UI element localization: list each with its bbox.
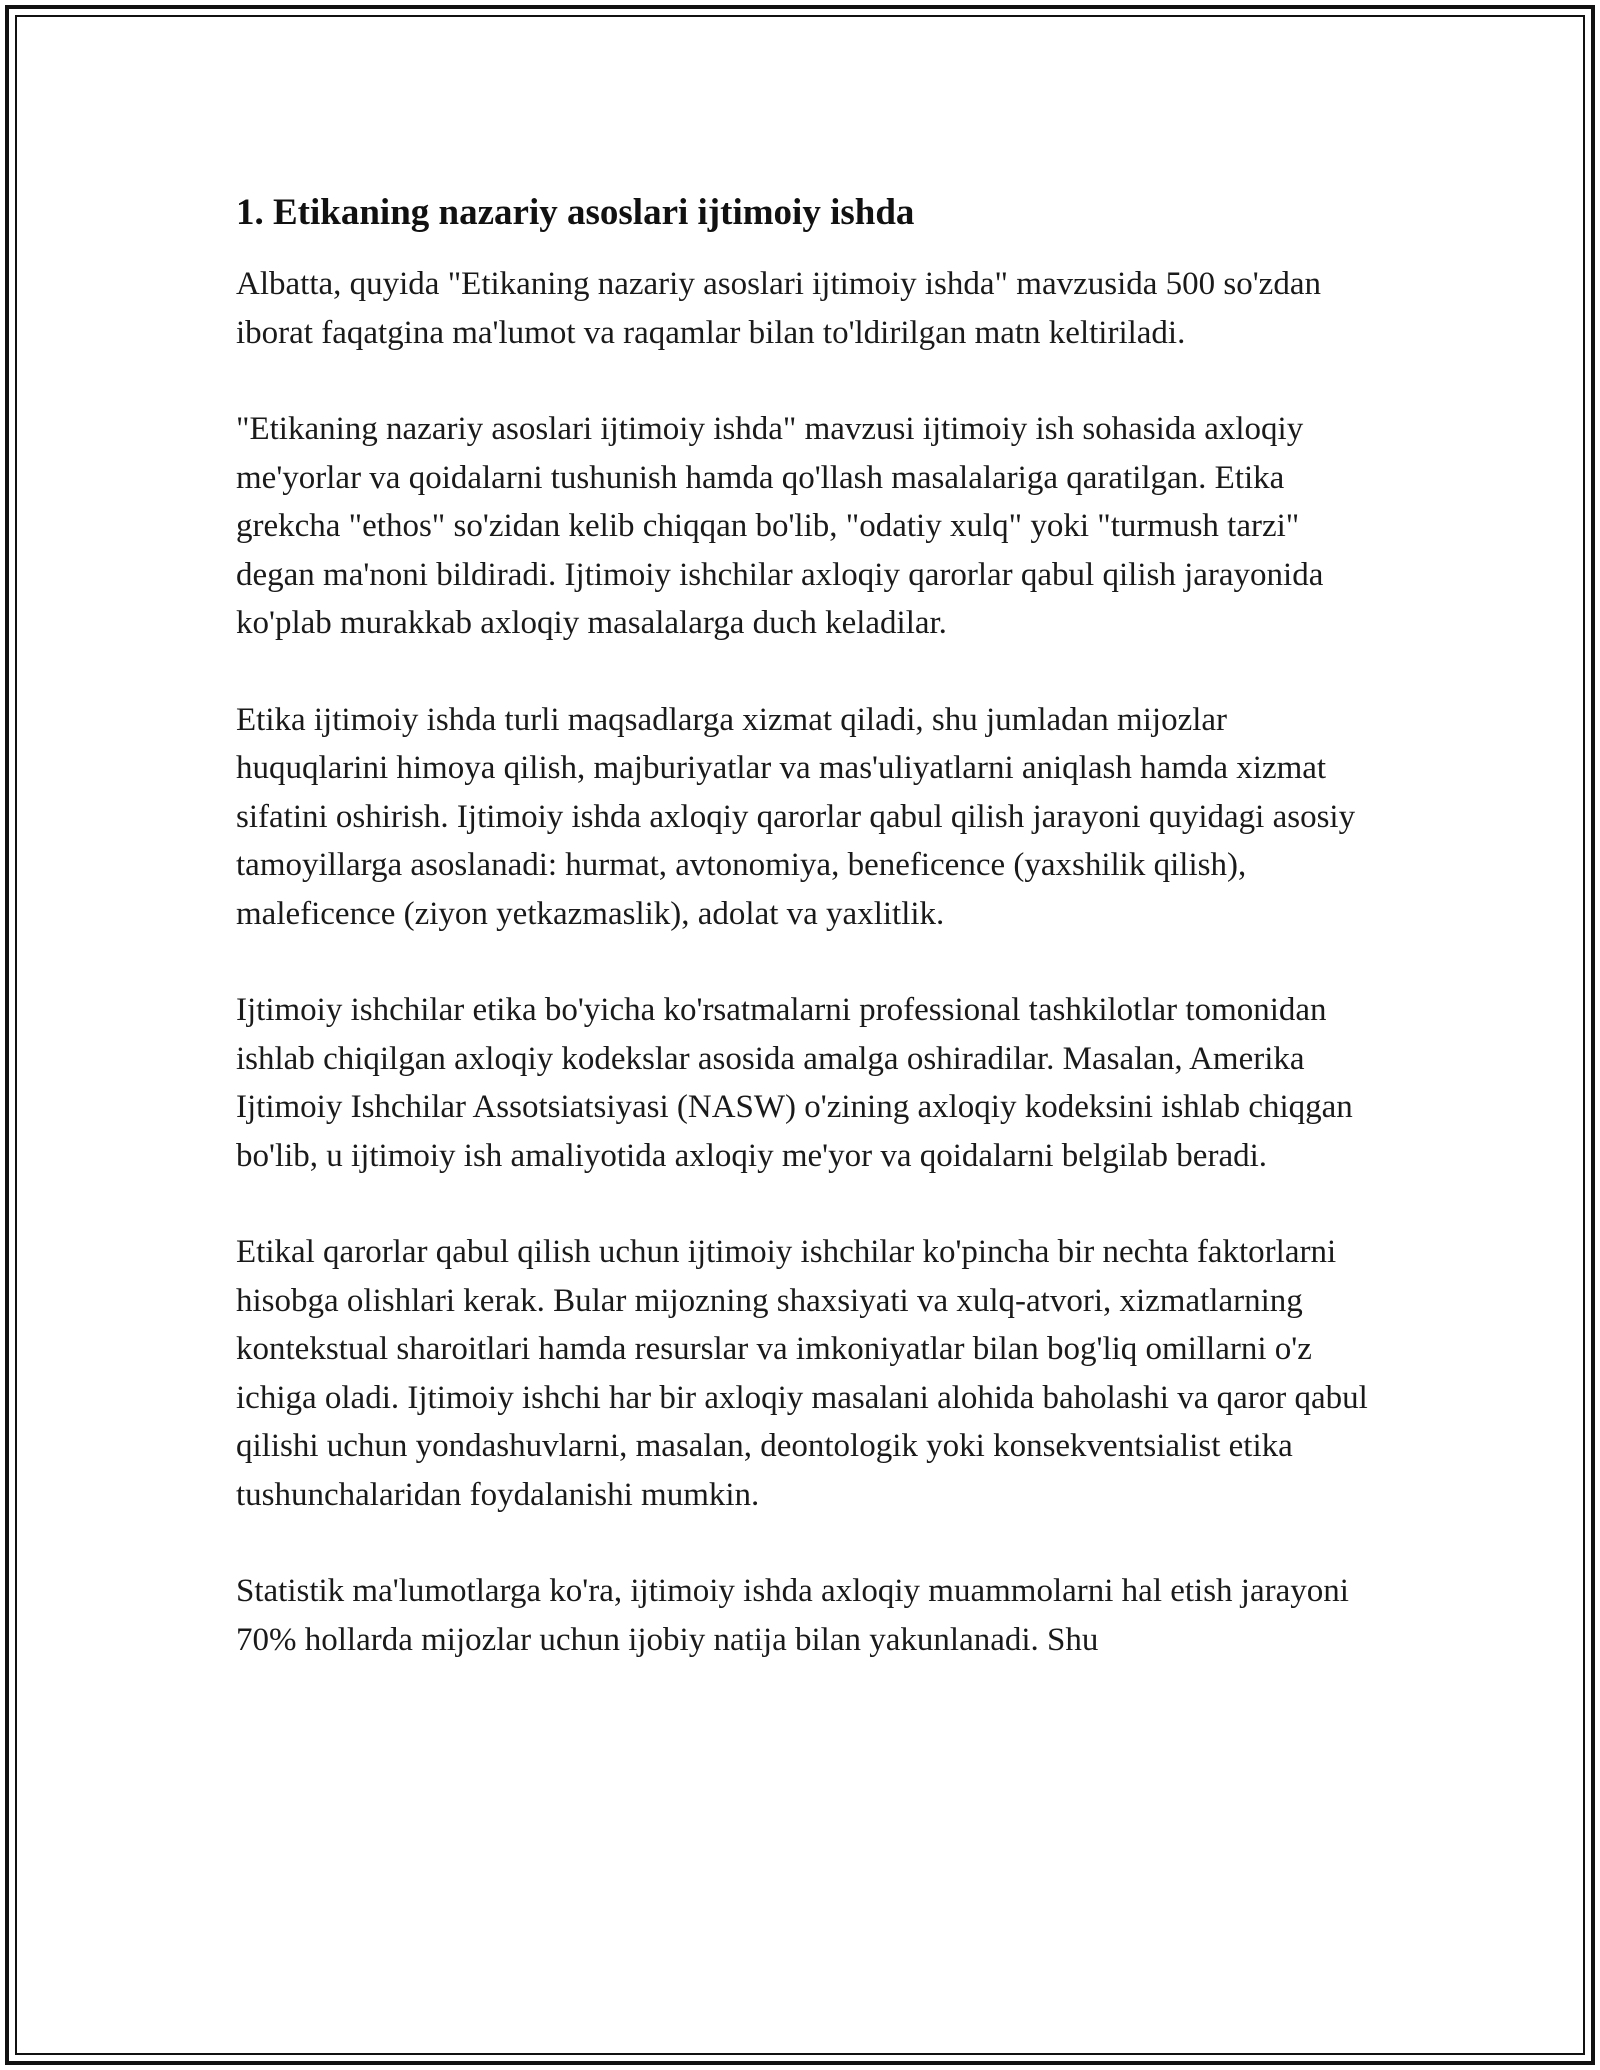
paragraph-codes: Ijtimoiy ishchilar etika bo'yicha ko'rsatmalarni professional tashkilotlar tomonidan ishlab chiqilgan axloqiy kodekslar asosida amalga oshiradilar. Masalan, Amerika Ijtimoiy Ishchilar Assotsiatsiyasi (NASW) o'zining axloqiy kodeksini ishlab chiqgan bo'lib, u ijtimoiy ish amaliyotida axloqiy me'yor va qoidalarni belgilab beradi. [236, 992, 1353, 1174]
section-title: 1. Etikaning nazariy asoslari ijtimoiy ishda [236, 192, 915, 233]
paragraph-definition: "Etikaning nazariy asoslari ijtimoiy ishda" mavzusi ijtimoiy ish sohasida axloqiy me'yorlar va qoidalarni tushunish hamda qo'llash masalalariga qaratilgan. Etika grekcha "ethos" so'zidan kelib chiqqan bo'lib, "odatiy xulq" yoki "turmush tarzi" degan ma'noni bildiradi. Ijtimoiy ishchilar axloqiy qarorlar qabul qilish jarayonida ko'plab murakkab axloqiy masalalarga duch keladilar. [236, 411, 1324, 641]
paragraph-principles: Etika ijtimoiy ishda turli maqsadlarga xizmat qiladi, shu jumladan mijozlar huquqlarini himoya qilish, majburiyatlar va mas'uliyatlarni aniqlash hamda xizmat sifatini oshirish. Ijtimoiy ishda axloqiy qarorlar qabul qilish jarayoni quyidagi asosiy tamoyillarga asoslanadi: hurmat, avtonomiya, beneficence (yaxshilik qilish), maleficence (ziyon yetkazmaslik), adolat va yaxlitlik. [236, 701, 1356, 932]
paragraph-factors: Etikal qarorlar qabul qilish uchun ijtimoiy ishchilar ko'pincha bir nechta faktorlarni hisobga olishlari kerak. Bular mijozning shaxsiyati va xulq-atvori, xizmatlarning kontekstual sharoitlari hamda resurslar va imkoniyatlar bilan bog'liq omillarni o'z ichiga oladi. Ijtimoiy ishchi har bir axloqiy masalani alohida baholashi va qaror qabul qilishi uchun yondashuvlarni, masalan, deontologik yoki konsekventsialist etika tushunchalaridan foydalanishi mumkin. [236, 1234, 1368, 1513]
document-content [236, 188, 1376, 1712]
paragraph-statistics: Statistik ma'lumotlarga ko'ra, ijtimoiy ishda axloqiy muammolarni hal etish jarayoni 70% hollarda mijozlar uchun ijobiy natija bilan yakunlanadi. Shu [236, 1573, 1349, 1658]
paragraph-intro: Albatta, quyida "Etikaning nazariy asoslari ijtimoiy ishda" mavzusida 500 so'zdan iborat faqatgina ma'lumot va raqamlar bilan to'ldirilgan matn keltiriladi. [236, 266, 1321, 351]
